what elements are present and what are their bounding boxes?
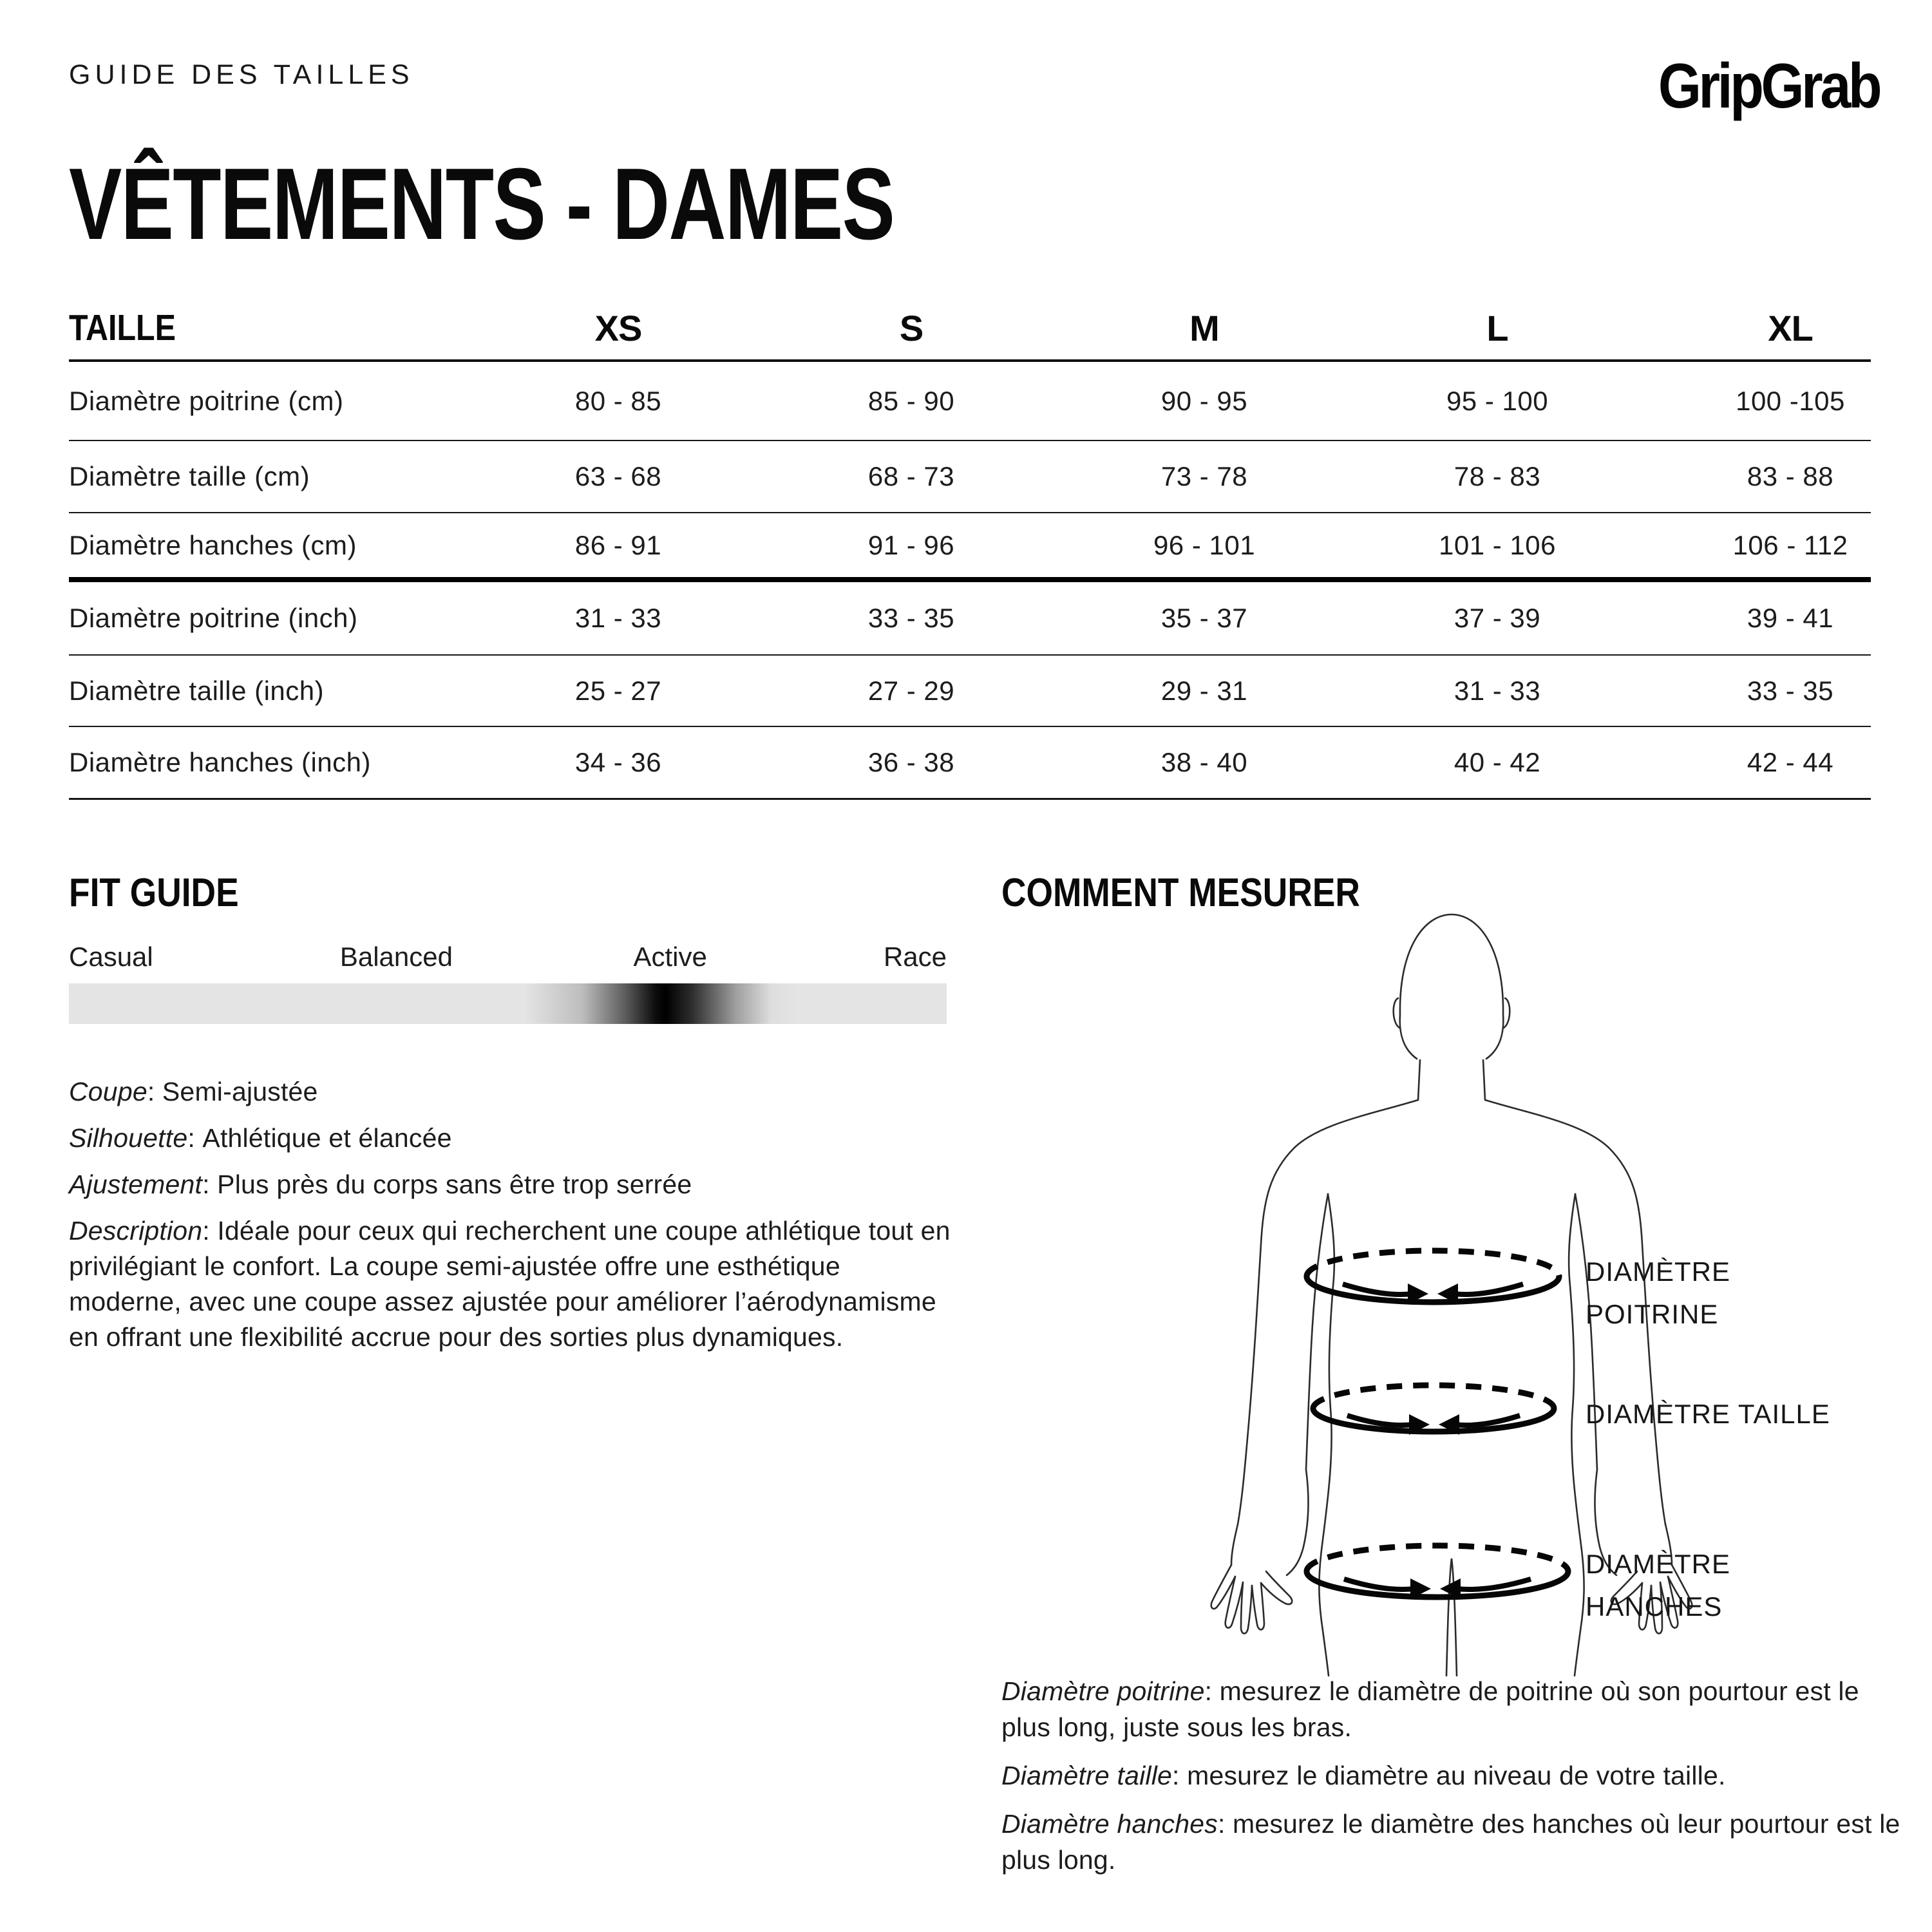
table-cell: 96 - 101 (1153, 529, 1256, 560)
table-cell: 80 - 85 (574, 385, 662, 416)
table-row (69, 656, 1871, 727)
measure-heading: COMMENT MESURER (1001, 871, 1360, 915)
table-cell: 33 - 35 (867, 603, 955, 633)
table-cell: 31 - 33 (574, 603, 662, 633)
eyebrow-title: GUIDE DES TAILLES (69, 59, 414, 90)
hips-diagram-label: DIAMÈTRE HANCHES (1586, 1549, 1731, 1622)
table-row (69, 441, 1871, 513)
colon: : (202, 1170, 210, 1199)
size-table-corner-label: TAILLE (69, 307, 176, 348)
table-cell: 39 - 41 (1747, 603, 1834, 633)
row-label: Diamètre hanches (cm) (69, 529, 357, 560)
size-header-s: S (899, 308, 923, 348)
colon: : (1204, 1676, 1213, 1706)
table-cell: 35 - 37 (1160, 603, 1248, 633)
chest-measure-band (1307, 1251, 1559, 1302)
size-header-xs: XS (594, 308, 642, 348)
fit-label-casual: Casual (69, 942, 153, 972)
instruction-taille: Diamètre taille: mesurez le diamètre au niveau de votre taille. (1001, 1761, 1726, 1790)
row-label: Diamètre taille (cm) (69, 461, 310, 491)
size-header-xl: XL (1768, 308, 1813, 348)
colon: : (1172, 1761, 1180, 1790)
colon: : (147, 1077, 155, 1106)
table-cell: 25 - 27 (574, 675, 662, 706)
table-cell: 73 - 78 (1160, 461, 1248, 491)
size-table-header-row (69, 303, 1871, 362)
table-cell: 40 - 42 (1454, 747, 1541, 777)
table-cell: 90 - 95 (1160, 385, 1248, 416)
table-cell: 83 - 88 (1747, 461, 1834, 491)
chest-diagram-label: DIAMÈTRE POITRINE (1586, 1256, 1731, 1329)
fit-detail-coupe: Coupe: Semi-ajustée (69, 1077, 318, 1106)
table-cell: 36 - 38 (867, 747, 955, 777)
fit-detail-ajustement: Ajustement: Plus près du corps sans être trop serrée (69, 1170, 692, 1199)
instruction-poitrine: Diamètre poitrine: mesurez le diamètre de poitrine où son pourtour est le plus long, juste sous les bras. (1001, 1676, 1859, 1742)
fit-details (69, 1074, 952, 1366)
table-cell: 78 - 83 (1454, 461, 1541, 491)
table-row (69, 727, 1871, 800)
colon: : (202, 1216, 210, 1245)
table-cell: 29 - 31 (1160, 675, 1248, 706)
table-cell: 37 - 39 (1454, 603, 1541, 633)
fit-label-race: Race (883, 942, 947, 972)
brand-logo: GripGrab (1658, 50, 1879, 121)
fit-detail-description: Description: Idéale pour ceux qui recherchent une coupe athlétique tout en privilégiant le confort. La coupe semi-ajustée offre une esthétique moderne, avec une coupe assez ajustée pour améliorer l’aérodynamisme en offrant une flexibilité accrue pour des sorties plus dynamiques. (69, 1216, 951, 1352)
colon: : (187, 1123, 195, 1153)
fit-label-balanced: Balanced (339, 942, 453, 972)
table-cell: 86 - 91 (574, 529, 662, 560)
row-label: Diamètre poitrine (cm) (69, 385, 344, 416)
hips-measure-band (1307, 1546, 1568, 1597)
table-cell: 106 - 112 (1732, 529, 1848, 560)
table-cell: 95 - 100 (1446, 385, 1549, 416)
table-cell: 34 - 36 (574, 747, 662, 777)
colon: : (1217, 1809, 1226, 1839)
fit-guide-heading: FIT GUIDE (69, 871, 239, 915)
table-row (69, 362, 1871, 441)
table-cell: 100 -105 (1736, 385, 1845, 416)
fit-scale-bar (69, 983, 947, 1024)
table-row (69, 513, 1871, 582)
fit-scale-labels (69, 942, 947, 975)
size-header-m: M (1189, 308, 1219, 348)
page-title: VÊTEMENTS - DAMES (69, 147, 895, 261)
table-cell: 85 - 90 (867, 385, 955, 416)
row-label: Diamètre taille (inch) (69, 675, 325, 706)
measure-instructions (1001, 1673, 1903, 1890)
table-cell: 38 - 40 (1160, 747, 1248, 777)
table-row (69, 582, 1871, 656)
table-cell: 63 - 68 (574, 461, 662, 491)
table-cell: 33 - 35 (1747, 675, 1834, 706)
fit-detail-silhouette: Silhouette: Athlétique et élancée (69, 1123, 452, 1153)
fit-label-active: Active (633, 942, 707, 972)
row-label: Diamètre hanches (inch) (69, 747, 372, 777)
instruction-hanches: Diamètre hanches: mesurez le diamètre des hanches où leur pourtour est le plus long. (1001, 1809, 1900, 1875)
table-cell: 42 - 44 (1747, 747, 1834, 777)
size-header-l: L (1486, 308, 1508, 348)
table-cell: 27 - 29 (867, 675, 955, 706)
table-cell: 68 - 73 (867, 461, 955, 491)
row-label: Diamètre poitrine (inch) (69, 603, 358, 633)
table-cell: 91 - 96 (867, 529, 955, 560)
waist-measure-band (1313, 1385, 1554, 1432)
size-table (69, 303, 1871, 800)
waist-diagram-label: DIAMÈTRE TAILLE (1586, 1399, 1830, 1429)
table-cell: 101 - 106 (1439, 529, 1556, 560)
table-cell: 31 - 33 (1454, 675, 1541, 706)
